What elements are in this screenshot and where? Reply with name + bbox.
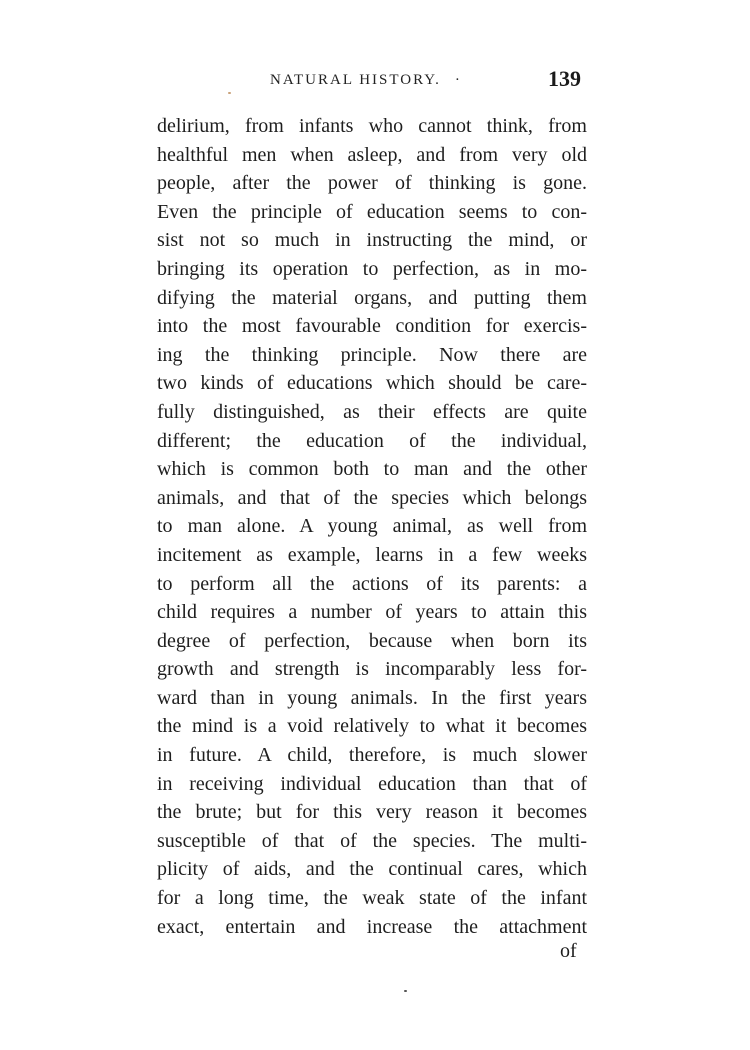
text-line: to man alone. A young animal, as well from	[157, 515, 587, 538]
text-line: bringing its operation to perfection, as in mo-	[157, 257, 587, 280]
text-line: which is common both to man and the other	[157, 458, 587, 481]
page-number: 139	[548, 66, 581, 91]
text-line: susceptible of that of the species. The multi-	[157, 829, 587, 852]
text-line: in receiving individual education than that of	[157, 772, 587, 795]
running-head-title: NATURAL HISTORY.	[270, 72, 441, 88]
text-line: plicity of aids, and the continual cares, which	[157, 858, 587, 881]
ink-speck	[404, 990, 407, 992]
text-line: difying the material organs, and putting them	[157, 286, 587, 309]
text-line: the mind is a void relatively to what it becomes	[157, 715, 587, 738]
running-head-mark: ·	[454, 72, 460, 88]
text-line: Even the principle of education seems to con-	[157, 200, 587, 223]
text-line: fully distinguished, as their effects are quite	[157, 400, 587, 423]
text-line: people, after the power of thinking is gone.	[157, 172, 587, 195]
text-line: ing the thinking principle. Now there are	[157, 343, 587, 366]
text-line: into the most favourable condition for exercis-	[157, 315, 587, 338]
text-line: delirium, from infants who cannot think, from	[157, 115, 587, 137]
text-line: animals, and that of the species which belongs	[157, 486, 587, 509]
catchword: of	[560, 940, 577, 962]
text-line: sist not so much in instructing the mind, or	[157, 229, 587, 252]
text-line: different; the education of the individual,	[157, 429, 587, 452]
text-line: growth and strength is incomparably less for-	[157, 658, 587, 681]
text-line: the brute; but for this very reason it becomes	[157, 801, 587, 824]
text-line: to perform all the actions of its parents: a	[157, 572, 587, 595]
text-line: healthful men when asleep, and from very old	[157, 143, 587, 166]
text-line: ward than in young animals. In the first years	[157, 686, 587, 709]
text-line: incitement as example, learns in a few weeks	[157, 543, 587, 566]
text-line: degree of perfection, because when born its	[157, 629, 587, 652]
ink-speck	[228, 92, 231, 94]
running-head	[270, 72, 460, 89]
text-line: exact, entertain and increase the attachment	[157, 915, 587, 938]
text-line: for a long time, the weak state of the infant	[157, 887, 587, 910]
body-text	[157, 112, 587, 941]
text-line: child requires a number of years to attain this	[157, 601, 587, 624]
text-line: two kinds of educations which should be care-	[157, 372, 587, 395]
text-line: in future. A child, therefore, is much slower	[157, 744, 587, 767]
